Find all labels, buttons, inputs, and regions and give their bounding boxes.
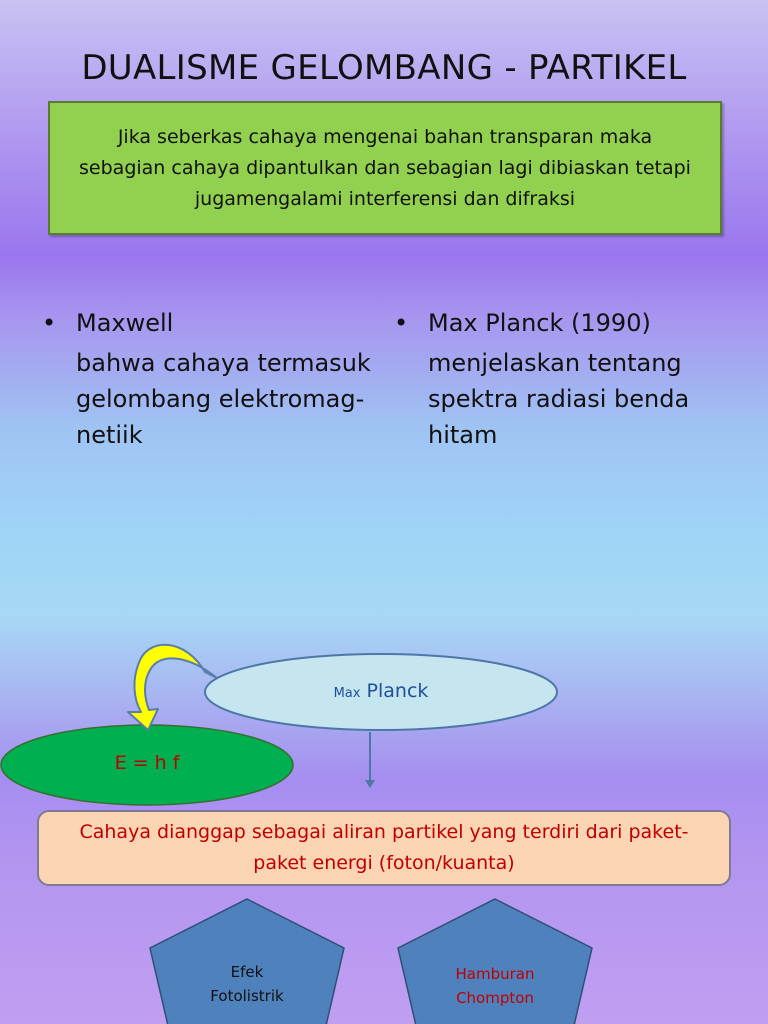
planck-label-big: Planck (366, 680, 429, 702)
hamburan-chompton-label (398, 962, 592, 1010)
effect1-line: Fotolistrik (210, 987, 284, 1005)
bullet-dot: • (42, 309, 57, 337)
bullet-head: Maxwell (76, 309, 174, 337)
bullet-line: gelombang elektromag- (76, 385, 365, 413)
bullet-line: hitam (428, 421, 498, 449)
curved-arrow-icon (128, 645, 217, 730)
intro-line: Jika seberkas cahaya mengenai bahan transparan maka (117, 125, 653, 148)
effect1-line: Efek (230, 963, 264, 981)
effect2-line: Chompton (456, 989, 534, 1007)
bullet-line: menjelaskan tentang (428, 349, 682, 377)
effect2-line: Hamburan (455, 965, 535, 983)
bullet-line: bahwa cahaya termasuk (76, 349, 371, 377)
intro-line: jugamengalami interferensi dan difraksi (194, 187, 576, 210)
planck-label-small: Max (333, 686, 361, 701)
intro-line: sebagian cahaya dipantulkan dan sebagian lagi dibiaskan tetapi (79, 156, 691, 179)
down-arrow-head (365, 780, 375, 788)
slide-title: DUALISME GELOMBANG - PARTIKEL (81, 48, 687, 88)
bullet-head: Max Planck (1990) (428, 309, 651, 337)
formula-label: E = h f (114, 752, 180, 774)
efek-fotolistrik-label (150, 960, 344, 1008)
planck-label (205, 680, 557, 702)
result-box (37, 810, 731, 886)
bullet-dot: • (394, 309, 409, 337)
bullet-line: netiik (76, 421, 143, 449)
result-line: paket energi (foton/kuanta) (253, 852, 515, 874)
result-line: Cahaya dianggap sebagai aliran partikel yang terdiri dari paket- (79, 821, 689, 843)
bullet-line: spektra radiasi benda (428, 385, 690, 413)
